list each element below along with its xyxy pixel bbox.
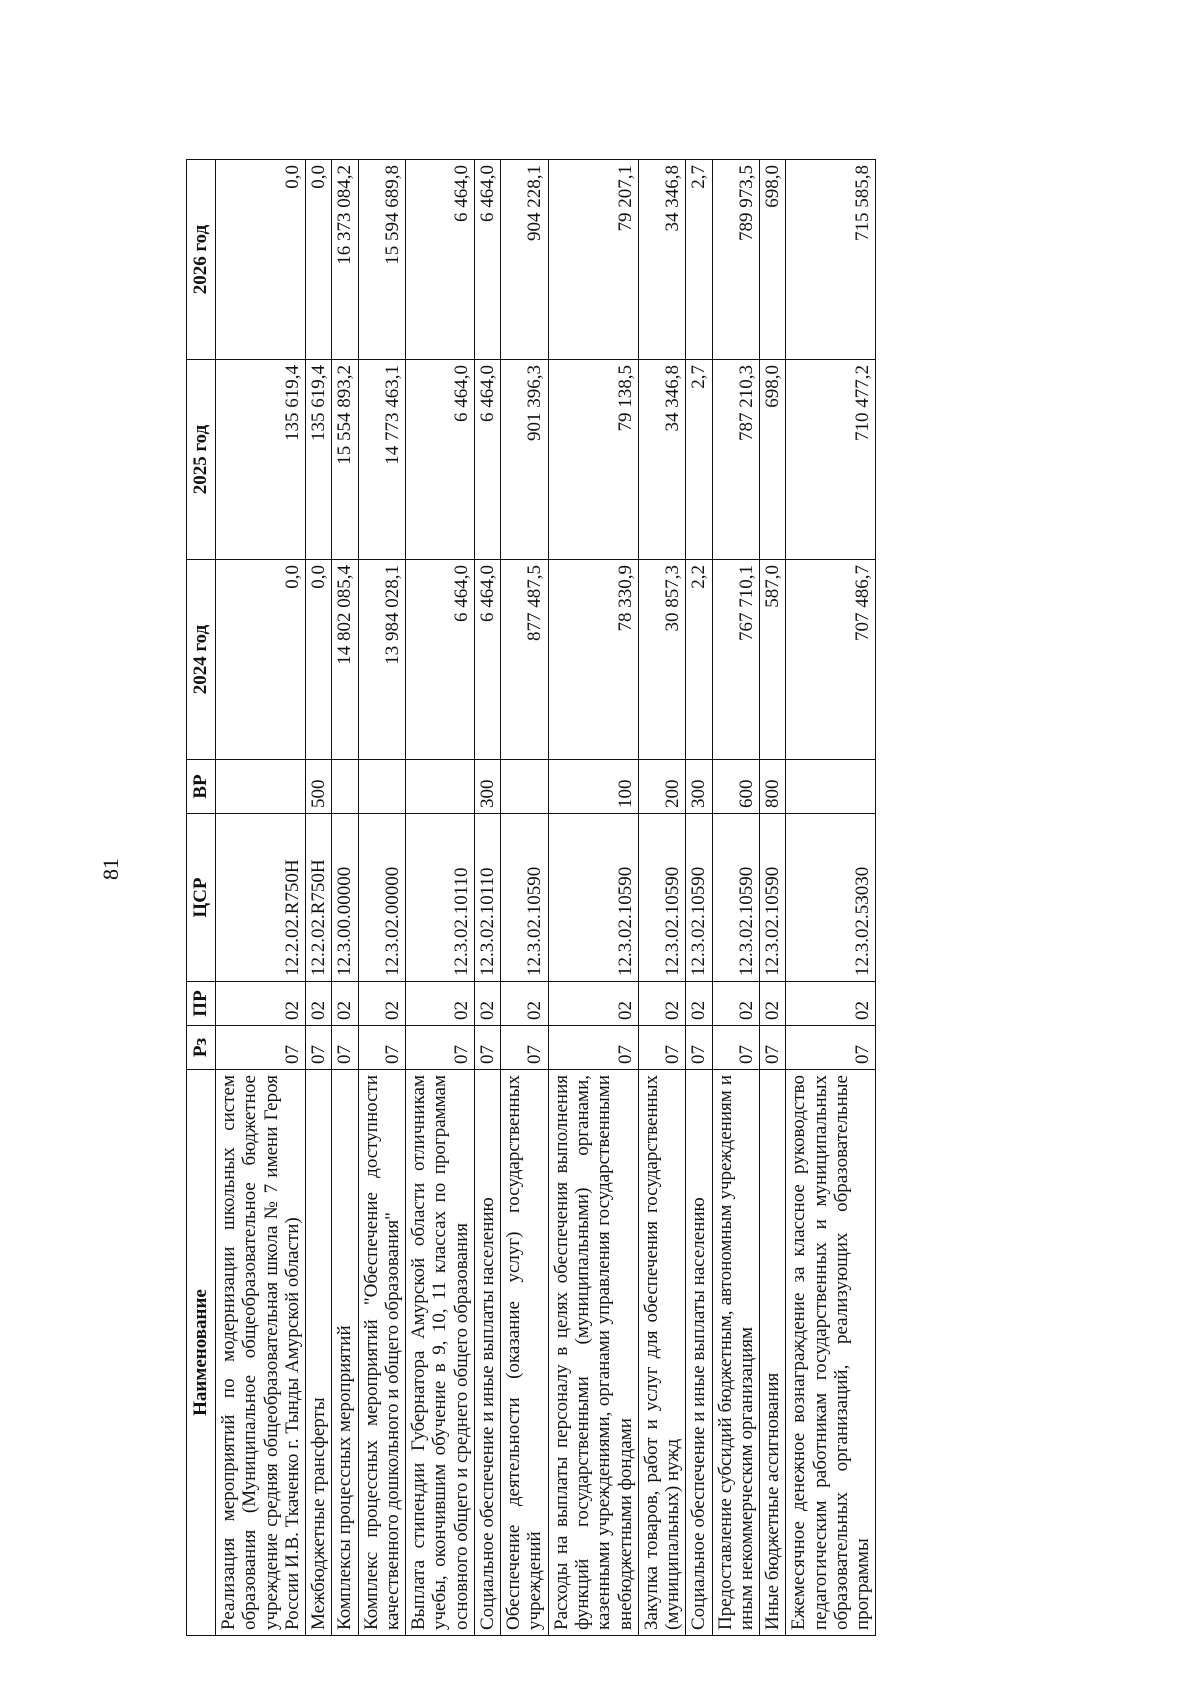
cell-2026: 789 973,5 — [712, 160, 760, 360]
cell-rz: 07 — [686, 1026, 712, 1070]
cell-csr: 12.3.02.53030 — [786, 814, 876, 982]
cell-vr: 300 — [686, 760, 712, 814]
cell-name: Выплата стипендии Губернатора Амурской области отличникам учебы, окончившим обучение в 9, 10, 11 классах по программам основного общего и среднего общего образования — [406, 1070, 475, 1636]
cell-name: Обеспечение деятельности (оказание услуг) государственных учреждений — [501, 1070, 549, 1636]
budget-table-container — [186, 160, 874, 1636]
cell-pr: 02 — [332, 982, 358, 1026]
table-row — [786, 160, 876, 1636]
cell-rz: 07 — [501, 1026, 549, 1070]
cell-2026: 16 373 084,2 — [332, 160, 358, 360]
cell-2026: 0,0 — [306, 160, 332, 360]
header-2025: 2025 год — [187, 360, 216, 560]
cell-csr: 12.3.02.10110 — [406, 814, 475, 982]
cell-name: Комплексы процессных мероприятий — [332, 1070, 358, 1636]
cell-rz: 07 — [712, 1026, 760, 1070]
cell-rz: 07 — [216, 1026, 306, 1070]
table-header-row — [187, 160, 216, 1636]
cell-pr: 02 — [548, 982, 638, 1026]
cell-rz: 07 — [548, 1026, 638, 1070]
cell-2025: 6 464,0 — [474, 360, 500, 560]
cell-2026: 715 585,8 — [786, 160, 876, 360]
table-row — [474, 160, 500, 1636]
cell-name: Социальное обеспечение и иные выплаты населению — [686, 1070, 712, 1636]
cell-vr: 200 — [638, 760, 686, 814]
cell-2024: 587,0 — [760, 560, 786, 760]
cell-2024: 767 710,1 — [712, 560, 760, 760]
cell-name: Социальное обеспечение и иные выплаты населению — [474, 1070, 500, 1636]
cell-2025: 710 477,2 — [786, 360, 876, 560]
cell-csr: 12.3.02.10590 — [760, 814, 786, 982]
cell-2024: 6 464,0 — [474, 560, 500, 760]
cell-2025: 901 396,3 — [501, 360, 549, 560]
cell-2024: 707 486,7 — [786, 560, 876, 760]
cell-csr: 12.3.02.10590 — [548, 814, 638, 982]
cell-2025: 135 619,4 — [216, 360, 306, 560]
cell-2024: 13 984 028,1 — [358, 560, 406, 760]
cell-2024: 30 857,3 — [638, 560, 686, 760]
cell-2024: 0,0 — [216, 560, 306, 760]
cell-pr: 02 — [686, 982, 712, 1026]
cell-vr — [332, 760, 358, 814]
cell-csr: 12.3.02.10590 — [686, 814, 712, 982]
cell-pr: 02 — [501, 982, 549, 1026]
cell-2025: 79 138,5 — [548, 360, 638, 560]
cell-rz: 07 — [786, 1026, 876, 1070]
cell-pr: 02 — [474, 982, 500, 1026]
table-row — [358, 160, 406, 1636]
header-name: Наименование — [187, 1070, 216, 1636]
cell-csr: 12.3.02.10590 — [501, 814, 549, 982]
cell-2024: 877 487,5 — [501, 560, 549, 760]
table-row — [306, 160, 332, 1636]
table-row — [216, 160, 306, 1636]
cell-2026: 34 346,8 — [638, 160, 686, 360]
cell-vr: 300 — [474, 760, 500, 814]
cell-vr — [501, 760, 549, 814]
header-pr: ПР — [187, 982, 216, 1026]
header-csr: ЦСР — [187, 814, 216, 982]
cell-rz: 07 — [358, 1026, 406, 1070]
cell-2025: 787 210,3 — [712, 360, 760, 560]
cell-csr: 12.2.02.R750H — [216, 814, 306, 982]
cell-csr: 12.3.02.10590 — [638, 814, 686, 982]
cell-vr: 500 — [306, 760, 332, 814]
cell-2025: 14 773 463,1 — [358, 360, 406, 560]
cell-2025: 34 346,8 — [638, 360, 686, 560]
cell-name: Расходы на выплаты персоналу в целях обеспечения выполнения функций государственными (муниципальными) органами, казенными учреждениями, органами управления государственными внебюджетными фондами — [548, 1070, 638, 1636]
cell-csr: 12.3.00.00000 — [332, 814, 358, 982]
cell-rz: 07 — [306, 1026, 332, 1070]
cell-pr: 02 — [638, 982, 686, 1026]
cell-csr: 12.2.02.R750H — [306, 814, 332, 982]
cell-rz: 07 — [638, 1026, 686, 1070]
cell-vr — [216, 760, 306, 814]
cell-rz: 07 — [406, 1026, 475, 1070]
cell-name: Комплекс процессных мероприятий "Обеспечение доступности качественного дошкольного и общего образования" — [358, 1070, 406, 1636]
cell-2026: 0,0 — [216, 160, 306, 360]
cell-vr — [358, 760, 406, 814]
header-2026: 2026 год — [187, 160, 216, 360]
cell-vr: 800 — [760, 760, 786, 814]
cell-2025: 135 619,4 — [306, 360, 332, 560]
table-row — [712, 160, 760, 1636]
cell-2026: 2,7 — [686, 160, 712, 360]
cell-2026: 6 464,0 — [474, 160, 500, 360]
cell-name: Межбюджетные трансферты — [306, 1070, 332, 1636]
cell-2026: 15 594 689,8 — [358, 160, 406, 360]
cell-2024: 14 802 085,4 — [332, 560, 358, 760]
page-number: 81 — [98, 858, 123, 880]
cell-pr: 02 — [760, 982, 786, 1026]
header-2024: 2024 год — [187, 560, 216, 760]
cell-pr: 02 — [306, 982, 332, 1026]
cell-vr — [786, 760, 876, 814]
cell-2026: 6 464,0 — [406, 160, 475, 360]
cell-vr — [406, 760, 475, 814]
cell-csr: 12.3.02.10590 — [712, 814, 760, 982]
cell-2025: 698,0 — [760, 360, 786, 560]
budget-table — [186, 159, 876, 1636]
cell-rz: 07 — [760, 1026, 786, 1070]
table-row — [686, 160, 712, 1636]
cell-2025: 2,7 — [686, 360, 712, 560]
table-row — [638, 160, 686, 1636]
table-row — [760, 160, 786, 1636]
header-vr: ВР — [187, 760, 216, 814]
cell-2026: 79 207,1 — [548, 160, 638, 360]
cell-2026: 698,0 — [760, 160, 786, 360]
table-row — [548, 160, 638, 1636]
cell-name: Предоставление субсидий бюджетным, автономным учреждениям и иным некоммерческим организациям — [712, 1070, 760, 1636]
header-rz: Рз — [187, 1026, 216, 1070]
cell-pr: 02 — [786, 982, 876, 1026]
cell-name: Реализация мероприятий по модернизации школьных систем образования (Муниципальное общеобразовательное бюджетное учреждение средняя общеобразовательная школа № 7 имени Героя России И.В. Ткаченко г. Тынды Амурской области) — [216, 1070, 306, 1636]
cell-2026: 904 228,1 — [501, 160, 549, 360]
cell-vr: 600 — [712, 760, 760, 814]
cell-vr: 100 — [548, 760, 638, 814]
cell-csr: 12.3.02.10110 — [474, 814, 500, 982]
cell-pr: 02 — [216, 982, 306, 1026]
cell-rz: 07 — [332, 1026, 358, 1070]
cell-name: Иные бюджетные ассигнования — [760, 1070, 786, 1636]
cell-2024: 0,0 — [306, 560, 332, 760]
cell-2024: 6 464,0 — [406, 560, 475, 760]
cell-name: Закупка товаров, работ и услуг для обеспечения государственных (муниципальных) нужд — [638, 1070, 686, 1636]
cell-pr: 02 — [406, 982, 475, 1026]
cell-rz: 07 — [474, 1026, 500, 1070]
cell-name: Ежемесячное денежное вознаграждение за классное руководство педагогическим работникам государственных и муниципальных образовательных организаций, реализующих образовательные программы — [786, 1070, 876, 1636]
cell-2025: 6 464,0 — [406, 360, 475, 560]
cell-2024: 78 330,9 — [548, 560, 638, 760]
table-row — [332, 160, 358, 1636]
cell-pr: 02 — [712, 982, 760, 1026]
cell-2024: 2,2 — [686, 560, 712, 760]
cell-pr: 02 — [358, 982, 406, 1026]
cell-csr: 12.3.02.00000 — [358, 814, 406, 982]
cell-2025: 15 554 893,2 — [332, 360, 358, 560]
table-row — [501, 160, 549, 1636]
table-row — [406, 160, 475, 1636]
